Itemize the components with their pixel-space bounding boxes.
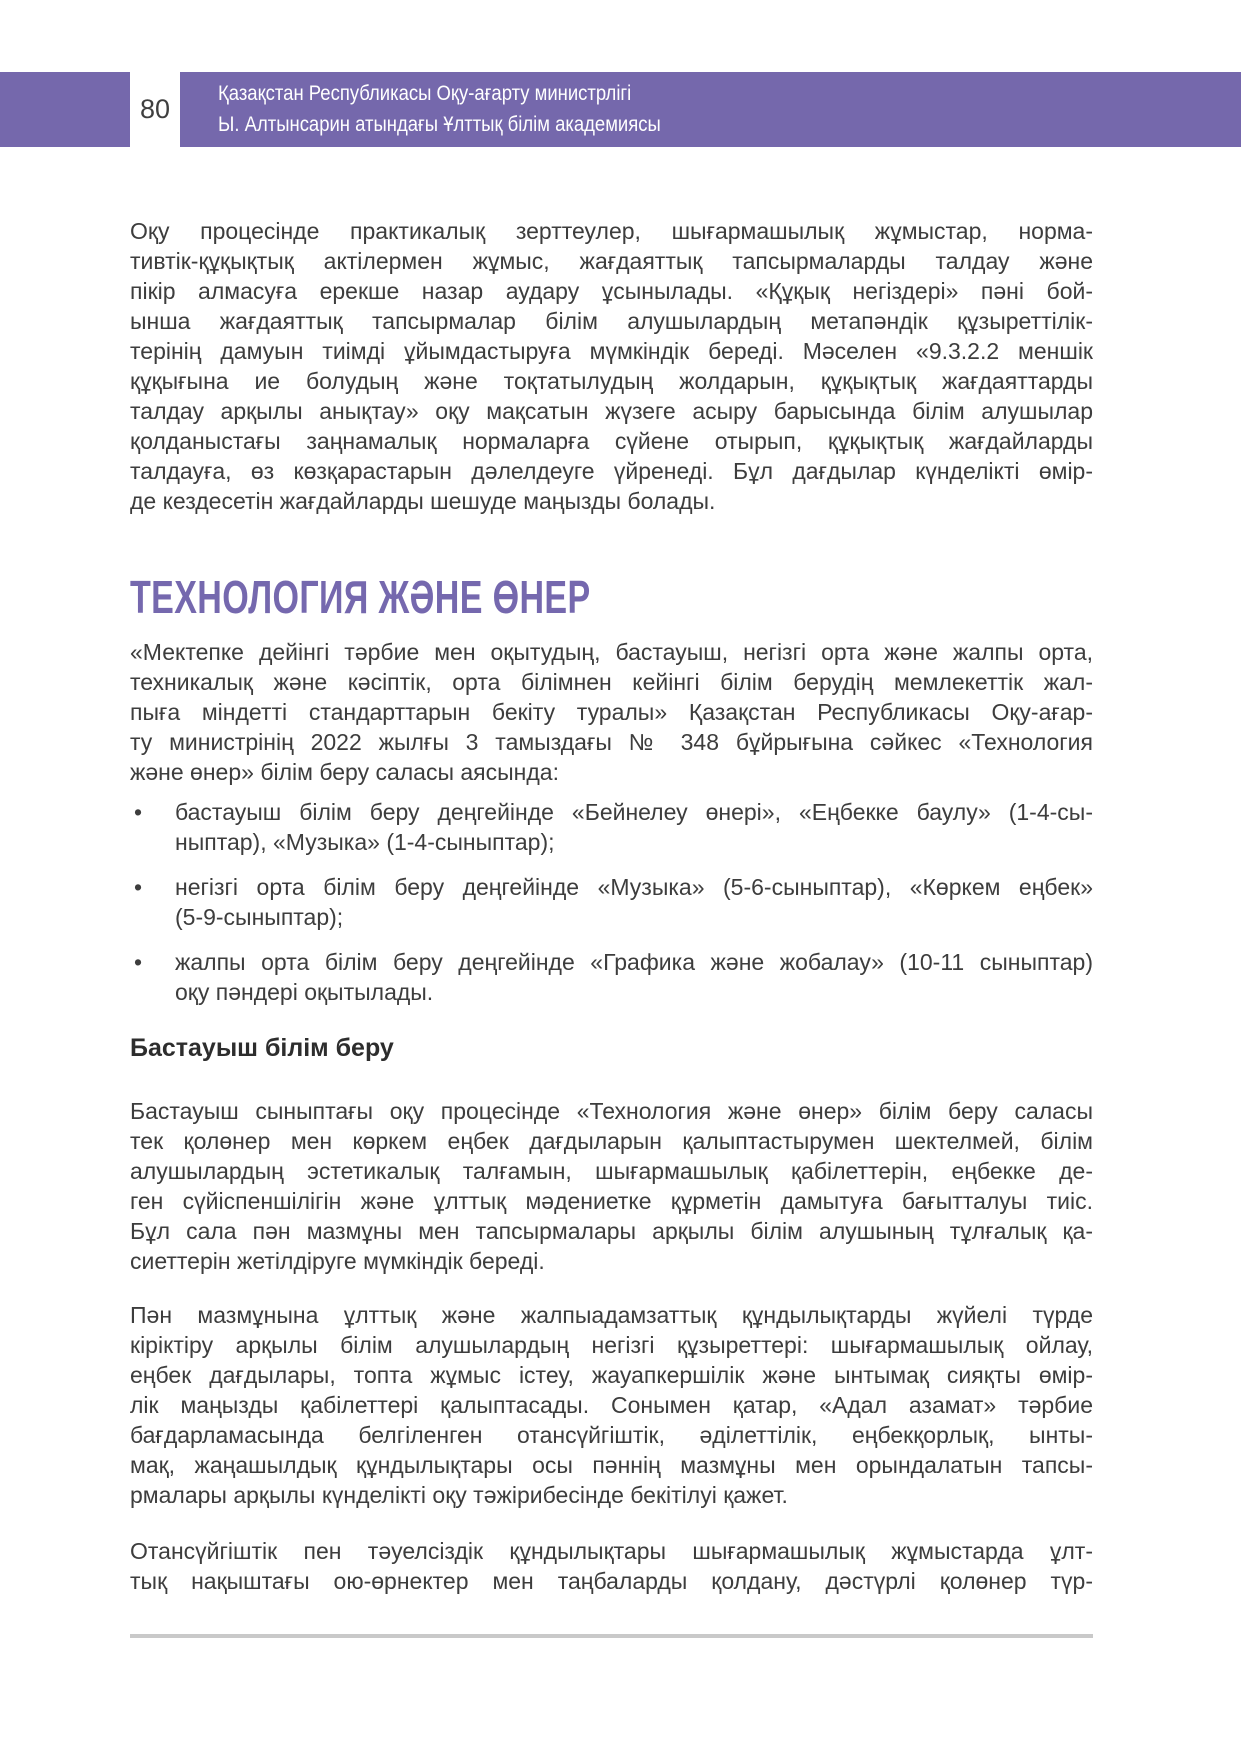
patriotism-paragraph	[130, 1536, 1093, 1596]
text-line: бастауыш білім беру деңгейінде «Бейнелеу өнері», «Еңбекке баулу» (1-4-сы-	[175, 799, 1093, 825]
header-band	[180, 72, 1241, 147]
primary-education-paragraph	[130, 1096, 1093, 1276]
text-line: «Мектепке дейінгі тәрбие мен оқытудың, бастауыш, негізгі орта және жалпы орта,	[130, 639, 1093, 665]
text-line: Бастауыш сыныптағы оқу процесінде «Технология және өнер» білім беру саласы	[130, 1098, 1093, 1124]
text-line: тек қолөнер мен көркем еңбек дағдыларын қалыптастырумен шектелмей, білім	[130, 1128, 1093, 1154]
text-line: Бұл сала пән мазмұны мен тапсырмалары арқылы білім алушының тұлғалық қа-	[130, 1218, 1093, 1244]
text-line: лік маңызды қабілеттері қалыптасады. Сонымен қатар, «Адал азамат» тәрбие	[130, 1392, 1093, 1418]
text-line: техникалық және кәсіптік, орта білімнен кейінгі білім берудің мемлекеттік жал-	[130, 669, 1093, 695]
text-line: Оқу процесінде практикалық зерттеулер, шығармашылық жұмыстар, норма-	[130, 218, 1093, 244]
text-line: ген сүйіспеншілігін және ұлттық мәдениетке құрметін дамытуға бағытталуы тиіс.	[130, 1188, 1093, 1214]
text-line: және өнер» білім беру саласы аясында:	[130, 759, 559, 785]
text-line: пыға міндетті стандарттарын бекіту туралы» Қазақстан Республикасы Оқу-ағар-	[130, 699, 1093, 725]
bullet-marker: •	[134, 874, 143, 900]
text-line: негізгі орта білім беру деңгейінде «Музыка» (5-6-сыныптар), «Көркем еңбек»	[175, 874, 1093, 900]
text-line: ту министрінің 2022 жылғы 3 тамыздағы № 348 бұйрығына сәйкес «Технология	[130, 729, 1093, 755]
values-paragraph	[130, 1300, 1093, 1510]
header-org-line2: Ы. Алтынсарин атындағы Ұлттық білім академиясы	[218, 113, 661, 136]
text-line: жалпы орта білім беру деңгейінде «Графика және жобалау» (10-11 сыныптар)	[175, 949, 1093, 975]
text-line: ынша жағдаяттық тапсырмалар білім алушылардың метапәндік құзыреттілік-	[130, 308, 1093, 334]
standards-paragraph	[130, 637, 1093, 787]
text-line: оқу пәндері оқытылады.	[175, 979, 434, 1005]
bullet-item	[130, 797, 1093, 857]
subsection-heading: Бастауыш білім беру	[130, 1034, 394, 1062]
text-line: сиеттерін жетілдіруге мүмкіндік береді.	[130, 1248, 545, 1274]
text-line: құқығына ие болудың және тоқтатылудың жолдарын, құқықтық жағдаяттарды	[130, 368, 1093, 394]
text-line: ныптар), «Музыка» (1-4-сыныптар);	[175, 829, 555, 855]
intro-paragraph	[130, 216, 1093, 516]
header-left-accent	[0, 72, 130, 147]
text-line: еңбек дағдылары, топта жұмыс істеу, жауапкершілік және ынтымақ сияқты өмір-	[130, 1362, 1093, 1388]
text-line: тивтік-құқықтық актілермен жұмыс, жағдаяттық тапсырмаларды талдау және	[130, 248, 1093, 274]
text-line: тық нақыштағы ою-өрнектер мен таңбаларды қолдану, дәстүрлі қолөнер түр-	[130, 1568, 1093, 1594]
text-line: (5-9-сыныптар);	[175, 904, 344, 930]
section-heading: ТЕХНОЛОГИЯ ЖӘНЕ ӨНЕР	[130, 571, 591, 623]
text-line: пікір алмасуға ерекше назар аудару ұсынылады. «Құқық негіздері» пәні бой-	[130, 278, 1093, 304]
bullet-marker: •	[134, 799, 143, 825]
text-line: алушылардың эстетикалық талғамын, шығармашылық қабілеттерін, еңбекке де-	[130, 1158, 1093, 1184]
header-org-line1: Қазақстан Республикасы Оқу-ағарту министрлігі	[218, 82, 632, 105]
bullet-item	[130, 872, 1093, 932]
header-org-lines	[218, 78, 661, 140]
footer-rule	[130, 1634, 1093, 1638]
text-line: мақ, жаңашылдық құндылықтары осы пәннің мазмұны мен орындалатын тапсы-	[130, 1452, 1093, 1478]
text-line: кіріктіру арқылы білім алушылардың негізгі құзыреттері: шығармашылық ойлау,	[130, 1332, 1093, 1358]
bullet-marker: •	[134, 949, 143, 975]
text-line: рмалары арқылы күнделікті оқу тәжірибесінде бекітілуі қажет.	[130, 1482, 788, 1508]
text-line: бағдарламасында белгіленген отансүйгіштік, әділеттілік, еңбекқорлық, ынты-	[130, 1422, 1093, 1448]
text-line: қолданыстағы заңнамалық нормаларға сүйене отырып, құқықтық жағдайларды	[130, 428, 1093, 454]
text-line: Пән мазмұнына ұлттық және жалпыадамзаттық құндылықтарды жүйелі түрде	[130, 1302, 1093, 1328]
text-line: терінің дамуын тиімді ұйымдастыруға мүмкіндік береді. Мәселен «9.3.2.2 меншік	[130, 338, 1093, 364]
text-line: талдауға, өз көзқарастарын дәлелдеуге үйренеді. Бұл дағдылар күнделікті өмір-	[130, 458, 1093, 484]
bullet-item	[130, 947, 1093, 1007]
text-line: де кездесетін жағдайларды шешуде маңызды болады.	[130, 488, 716, 514]
page-number: 80	[139, 94, 171, 124]
text-line: талдау арқылы анықтау» оқу мақсатын жүзеге асыру барысында білім алушылар	[130, 398, 1093, 424]
text-line: Отансүйгіштік пен тәуелсіздік құндылықтары шығармашылық жұмыстарда ұлт-	[130, 1538, 1093, 1564]
